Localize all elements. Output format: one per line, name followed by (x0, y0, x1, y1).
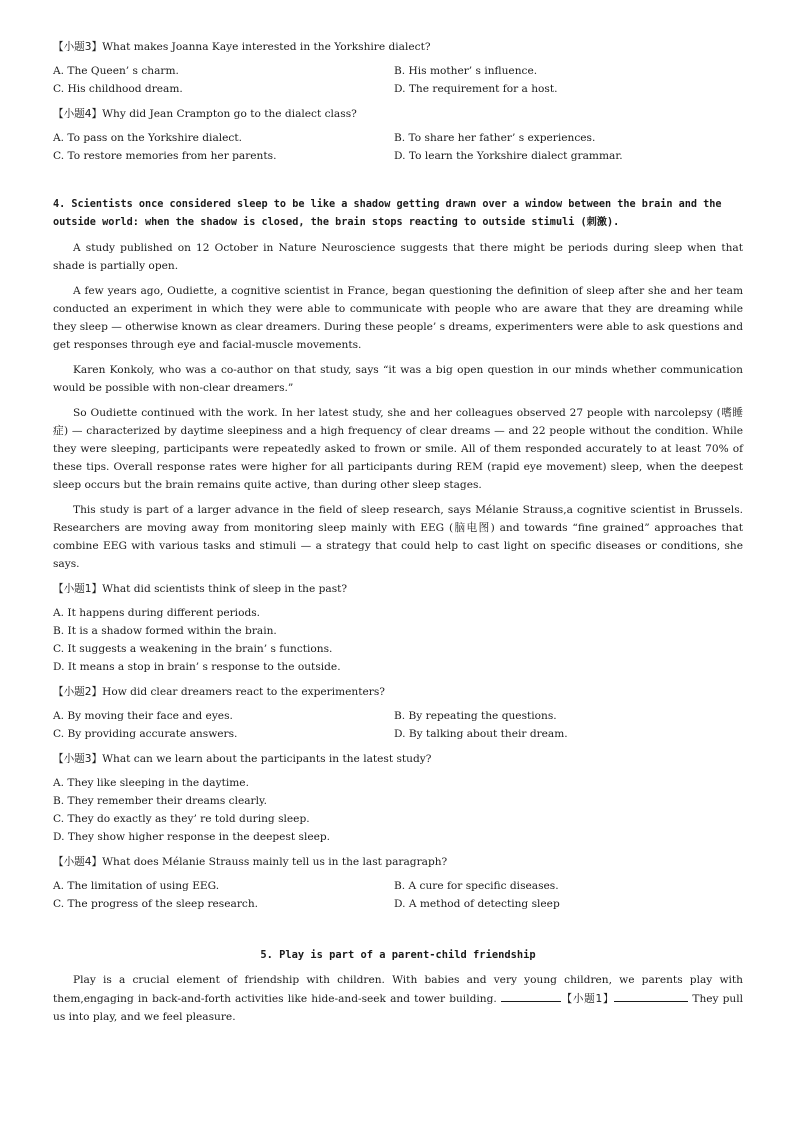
option-a[interactable]: A. They like sleeping in the daytime. (53, 777, 249, 789)
options-4-2 (53, 707, 743, 743)
passage-5-text-lead: Play is a crucial element of friendship with children. With babies and very young children, we parents play with them,engaging in back-and-forth activities like hide-and-seek and tower building. (53, 974, 743, 1005)
question-4-3 (53, 750, 743, 768)
question-4-2 (53, 683, 743, 701)
options-4-4 (53, 877, 743, 913)
passage-4-paragraph-1: A study published on 12 October in Nature Neuroscience suggests that there might be periods during sleep when that shade is partially open. (53, 242, 743, 272)
question-label: 【小题3】 (53, 753, 103, 765)
option-c[interactable]: C. To restore memories from her parents. (53, 150, 277, 162)
option-d[interactable]: D. It means a stop in brain’ s response to the outside. (53, 661, 341, 673)
question-text: How did clear dreamers react to the experimenters? (102, 686, 385, 698)
question-4-4 (53, 853, 743, 871)
question-text: What can we learn about the participants in the latest study? (102, 753, 432, 765)
option-c[interactable]: C. By providing accurate answers. (53, 728, 238, 740)
option-a[interactable]: A. By moving their face and eyes. (53, 710, 233, 722)
option-a[interactable]: A. The Queen’ s charm. (53, 65, 179, 77)
blank-label: 【小题1】 (560, 993, 615, 1005)
options-4-1 (53, 604, 743, 676)
question-label: 【小题1】 (53, 583, 103, 595)
passage-5-text-tail: They pull us into play, and we feel pleasure. (53, 993, 743, 1023)
question-text: What did scientists think of sleep in the past? (102, 583, 348, 595)
question-4-1 (53, 580, 743, 598)
option-a[interactable]: A. To pass on the Yorkshire dialect. (53, 132, 242, 144)
passage-4-paragraph-2: A few years ago, Oudiette, a cognitive scientist in France, began questioning the definition of sleep after she and her team conducted an experiment in which they were able to communicate with people who are aware that they are dreaming while they sleep — otherwise known as clear dreamers. During these people’ s dreams, experimenters were able to ask questions and get responses through eye and facial-muscle movements. (53, 285, 743, 351)
option-a[interactable]: A. It happens during different periods. (53, 607, 261, 619)
question-label: 【小题4】 (53, 856, 103, 868)
option-c[interactable]: C. They do exactly as they’ re told during sleep. (53, 813, 310, 825)
passage-4-paragraph-5: This study is part of a larger advance in the field of sleep research, says Mélanie Strauss,a cognitive scientist in Brussels. Researchers are moving away from monitoring sleep mainly with EEG (脑电图) and towards “fine grained” approaches that combine EEG with various tasks and stimuli — a strategy that could help to cast light on specific diseases or conditions, she says. (53, 504, 743, 570)
question-label: 【小题4】 (53, 108, 103, 120)
question-3-4 (53, 105, 743, 123)
question-label: 【小题3】 (53, 41, 103, 53)
option-d[interactable]: D. To learn the Yorkshire dialect grammar. (394, 150, 623, 162)
answer-blank-left[interactable] (501, 989, 561, 1002)
question-text: What does Mélanie Strauss mainly tell us in the last paragraph? (102, 856, 448, 868)
option-b[interactable]: B. By repeating the questions. (394, 710, 557, 722)
option-a[interactable]: A. The limitation of using EEG. (53, 880, 220, 892)
option-c[interactable]: C. His childhood dream. (53, 83, 183, 95)
options-3-4 (53, 129, 743, 165)
question-text: What makes Joanna Kaye interested in the Yorkshire dialect? (102, 41, 431, 53)
passage-4-paragraph-4: So Oudiette continued with the work. In her latest study, she and her colleagues observed 27 people with narcolepsy (嗜睡症) — characterized by daytime sleepiness and a high frequency of clear dreams — and 22 people without the condition. While they were sleeping, participants were repeatedly asked to frown or smile. All of them responded accurately to at least 70% of these tips. Overall response rates were higher for all participants during REM (rapid eye movement) sleep, when the deepest sleep occurs but the brain remains quite active, than during other sleep stages. (53, 407, 743, 491)
option-b[interactable]: B. His mother’ s influence. (394, 65, 538, 77)
option-c[interactable]: C. It suggests a weakening in the brain’ s functions. (53, 643, 333, 655)
options-4-3 (53, 774, 743, 846)
option-c[interactable]: C. The progress of the sleep research. (53, 898, 259, 910)
passage-5-title: 5. Play is part of a parent-child friendship (260, 949, 536, 961)
option-d[interactable]: D. The requirement for a host. (394, 83, 558, 95)
question-3-3 (53, 38, 743, 56)
question-label: 【小题2】 (53, 686, 103, 698)
document-page (53, 38, 743, 1033)
answer-blank-right[interactable] (614, 989, 688, 1002)
option-d[interactable]: D. By talking about their dream. (394, 728, 568, 740)
options-3-3 (53, 62, 743, 98)
passage-4-heading: 4. Scientists once considered sleep to be like a shadow getting drawn over a window between the brain and the outside world: when the shadow is closed, the brain stops reacting to outside stimuli (刺激). (53, 199, 722, 228)
question-text: Why did Jean Crampton go to the dialect class? (102, 108, 357, 120)
option-b[interactable]: B. It is a shadow formed within the brain. (53, 625, 277, 637)
option-b[interactable]: B. A cure for specific diseases. (394, 880, 559, 892)
option-b[interactable]: B. To share her father’ s experiences. (394, 132, 596, 144)
passage-5-paragraph-1 (53, 971, 743, 1026)
option-d[interactable]: D. A method of detecting sleep (394, 898, 560, 910)
option-b[interactable]: B. They remember their dreams clearly. (53, 795, 267, 807)
option-d[interactable]: D. They show higher response in the deepest sleep. (53, 831, 331, 843)
passage-4-paragraph-3: Karen Konkoly, who was a co-author on that study, says “it was a big open question in our minds whether communication would be possible with non-clear dreamers.” (53, 364, 743, 394)
